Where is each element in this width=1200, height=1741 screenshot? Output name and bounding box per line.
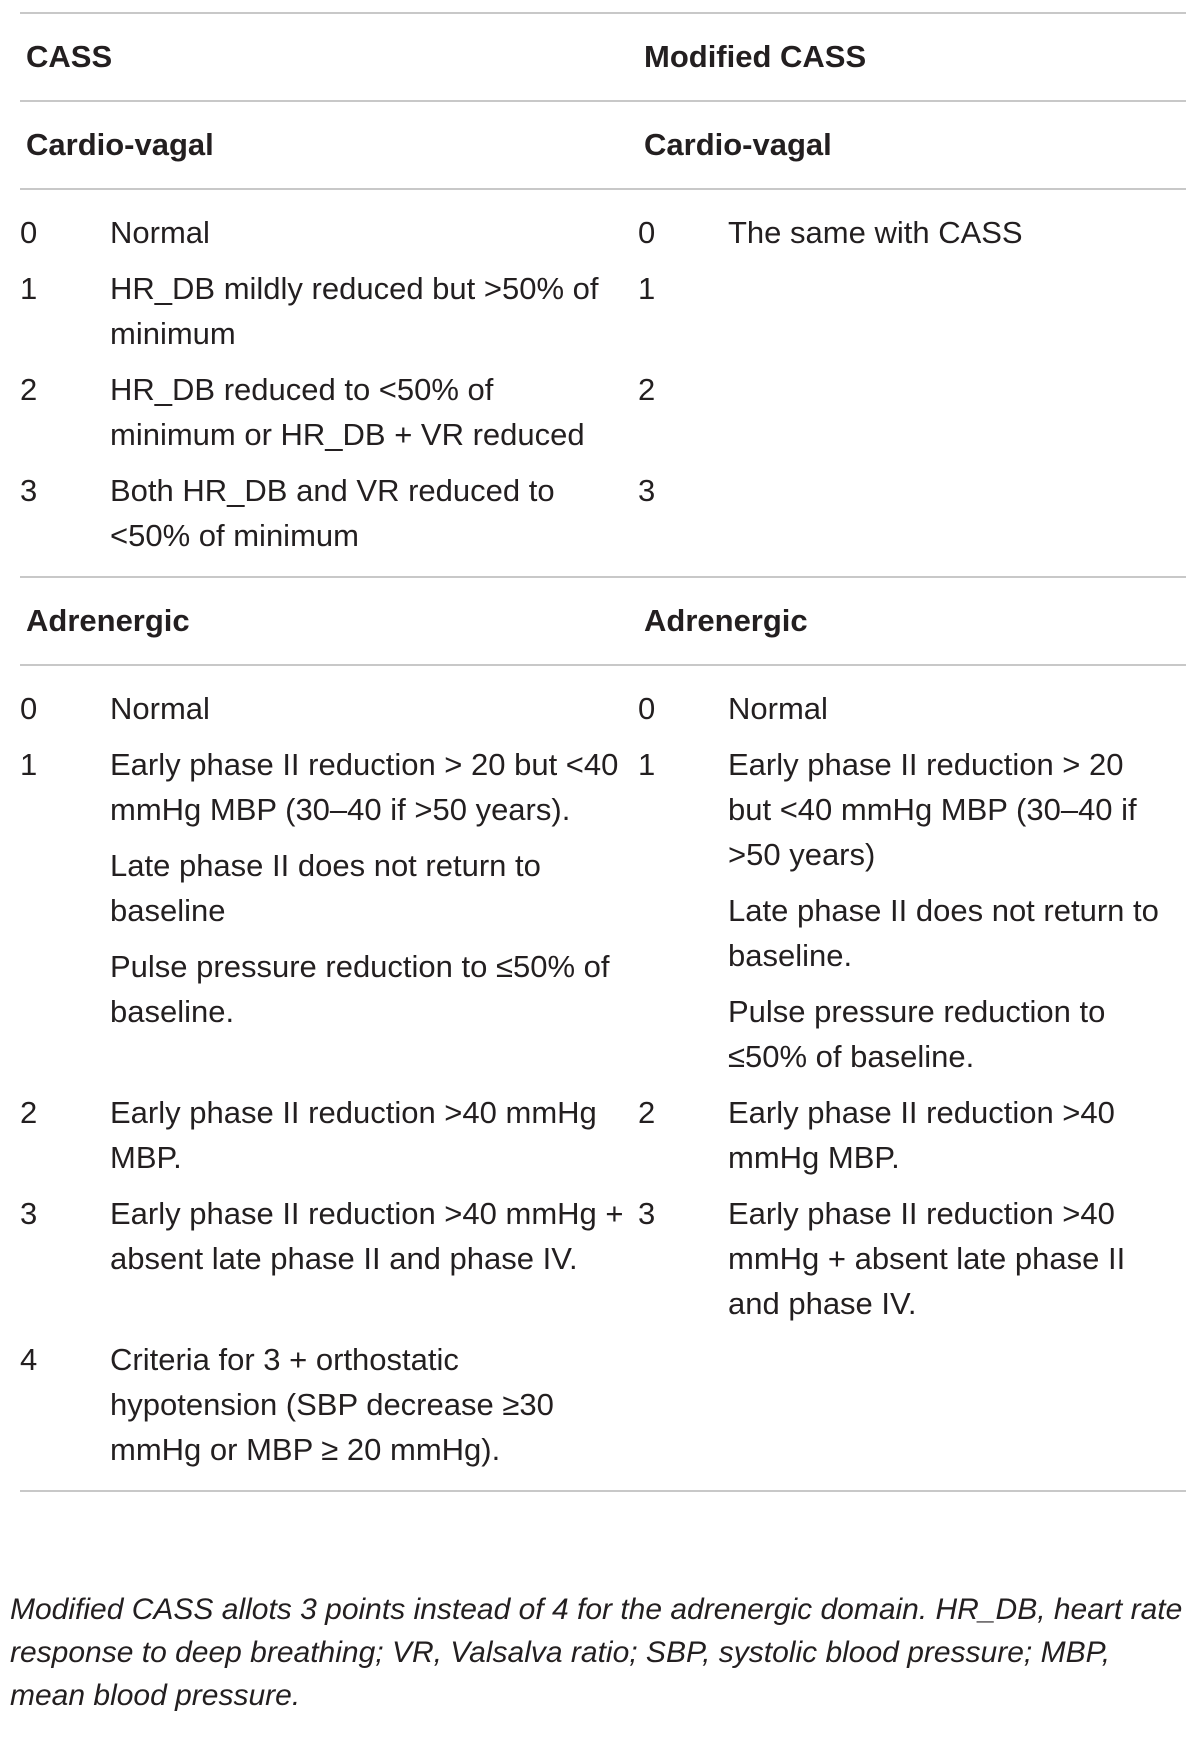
section-title-modified-cass: Cardio-vagal: [644, 127, 832, 162]
score-number: 2: [638, 372, 656, 407]
score-number: 3: [638, 473, 656, 508]
table-body: [20, 102, 1186, 1492]
table-header-row: [20, 14, 1186, 100]
criteria-text: [110, 266, 638, 356]
table-row: [20, 742, 1186, 1079]
cass-cell: [20, 686, 638, 731]
modified-cass-cell: [638, 266, 1186, 356]
score-number: 0: [20, 691, 38, 726]
modified-cass-cell: [638, 742, 1186, 1079]
criteria-text: [728, 686, 1186, 731]
score-number: 3: [20, 473, 38, 508]
cass-table: [20, 12, 1186, 1492]
score-number: 0: [20, 215, 38, 250]
criteria-text: [728, 210, 1186, 255]
modified-cass-cell: [638, 686, 1186, 731]
criteria-paragraph: Early phase II reduction >40 mmHg + absent late phase II and phase IV.: [110, 1196, 624, 1276]
criteria-text: [728, 1191, 1186, 1326]
section-title-row: [20, 102, 1186, 188]
section-rows: [20, 190, 1186, 576]
table-bottom-rule: [20, 1490, 1186, 1492]
score-number: 3: [20, 1196, 38, 1231]
cass-cell: [20, 1090, 638, 1180]
score-number: 0: [638, 215, 656, 250]
criteria-paragraph: Early phase II reduction >40 mmHg MBP.: [110, 1095, 597, 1175]
criteria-paragraph: Criteria for 3 + orthostatic hypotension (SBP decrease ≥30 mmHg or MBP ≥ 20 mmHg).: [110, 1342, 554, 1467]
section-title-modified-cass: Adrenergic: [644, 603, 808, 638]
score-number: [638, 1337, 728, 1472]
section-rows: [20, 666, 1186, 1490]
cass-cell: [20, 367, 638, 457]
header-modified-cass: Modified CASS: [644, 39, 867, 74]
criteria-paragraph: Pulse pressure reduction to ≤50% of baseline.: [110, 949, 610, 1029]
cass-cell: [20, 1191, 638, 1326]
table-footnote: Modified CASS allots 3 points instead of 4 for the adrenergic domain. HR_DB, heart rate response to deep breathing; VR, Valsalva ratio; SBP, systolic blood pressure; MBP, mean blood pressure.: [10, 1593, 1183, 1712]
score-number: 1: [638, 747, 656, 782]
criteria-paragraph: Late phase II does not return to baseline.: [728, 893, 1159, 973]
criteria-paragraph: Early phase II reduction > 20 but <40 mmHg MBP (30–40 if >50 years): [728, 747, 1137, 872]
score-number: 2: [638, 1095, 656, 1130]
criteria-paragraph: The same with CASS: [728, 215, 1023, 250]
modified-cass-cell: [638, 1191, 1186, 1326]
table-row: [20, 1337, 1186, 1472]
table-row: [20, 1090, 1186, 1180]
criteria-paragraph: Early phase II reduction >40 mmHg MBP.: [728, 1095, 1115, 1175]
criteria-text: [728, 266, 1186, 356]
table-row: [20, 686, 1186, 731]
score-number: 2: [20, 372, 38, 407]
table-row: [20, 367, 1186, 457]
criteria-paragraph: Normal: [110, 215, 210, 250]
cass-cell: [20, 266, 638, 356]
criteria-text: [110, 468, 638, 558]
criteria-paragraph: Pulse pressure reduction to ≤50% of baseline.: [728, 994, 1106, 1074]
criteria-text: [728, 367, 1186, 457]
modified-cass-cell: [638, 367, 1186, 457]
table-row: [20, 266, 1186, 356]
criteria-paragraph: HR_DB reduced to <50% of minimum or HR_DB + VR reduced: [110, 372, 585, 452]
criteria-paragraph: Late phase II does not return to baseline: [110, 848, 541, 928]
criteria-text: [110, 1191, 638, 1326]
header-cass: CASS: [26, 39, 113, 74]
criteria-text: [728, 742, 1186, 1079]
criteria-text: [110, 1337, 638, 1472]
section-title-row: [20, 578, 1186, 664]
score-number: 1: [638, 271, 656, 306]
cass-cell: [20, 468, 638, 558]
score-number: 2: [20, 1095, 38, 1130]
table-row: [20, 1191, 1186, 1326]
criteria-paragraph: Both HR_DB and VR reduced to <50% of minimum: [110, 473, 555, 553]
criteria-paragraph: Normal: [110, 691, 210, 726]
criteria-text: [110, 1090, 638, 1180]
criteria-text: [110, 742, 638, 1079]
modified-cass-cell: [638, 1337, 1186, 1472]
criteria-paragraph: Early phase II reduction > 20 but <40 mmHg MBP (30–40 if >50 years).: [110, 747, 619, 827]
criteria-text: [728, 1337, 1186, 1472]
criteria-text: [110, 686, 638, 731]
criteria-text: [110, 367, 638, 457]
modified-cass-cell: [638, 210, 1186, 255]
score-number: 4: [20, 1342, 38, 1377]
criteria-paragraph: Early phase II reduction >40 mmHg + absent late phase II and phase IV.: [728, 1196, 1126, 1321]
modified-cass-cell: [638, 1090, 1186, 1180]
score-number: 1: [20, 271, 38, 306]
cass-cell: [20, 210, 638, 255]
table-row: [20, 210, 1186, 255]
section-title-cass: Cardio-vagal: [26, 127, 214, 162]
criteria-paragraph: HR_DB mildly reduced but >50% of minimum: [110, 271, 599, 351]
cass-cell: [20, 742, 638, 1079]
table-row: [20, 468, 1186, 558]
criteria-text: [728, 1090, 1186, 1180]
criteria-paragraph: Normal: [728, 691, 828, 726]
modified-cass-cell: [638, 468, 1186, 558]
section-title-cass: Adrenergic: [26, 603, 190, 638]
score-number: 0: [638, 691, 656, 726]
criteria-text: [110, 210, 638, 255]
score-number: 3: [638, 1196, 656, 1231]
score-number: 1: [20, 747, 38, 782]
cass-cell: [20, 1337, 638, 1472]
criteria-text: [728, 468, 1186, 558]
